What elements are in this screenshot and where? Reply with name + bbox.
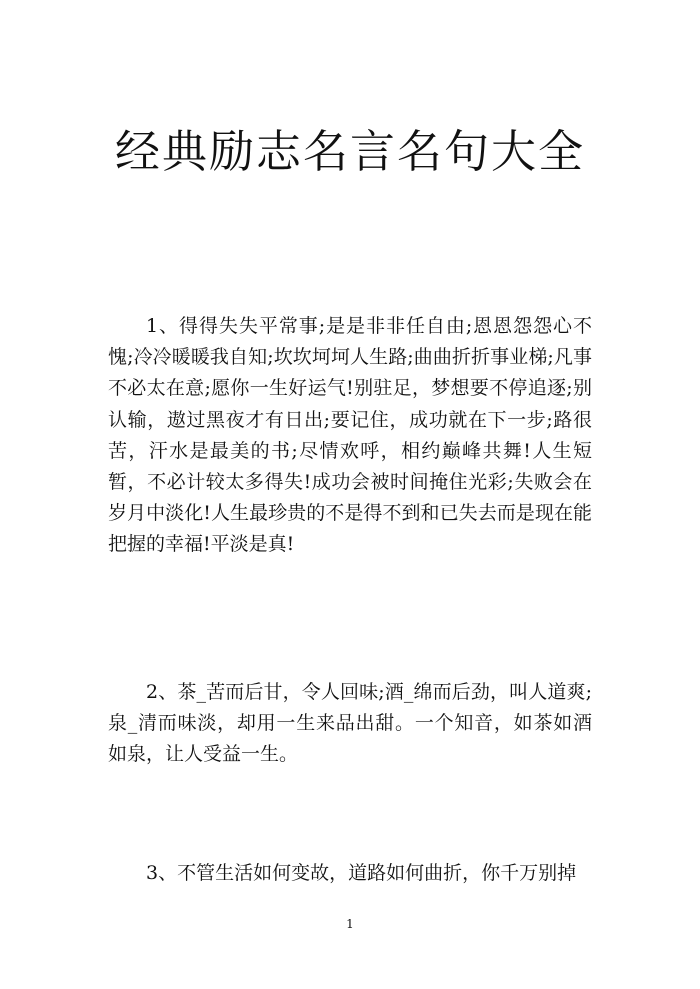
paragraph-1: 1、得得失失平常事;是是非非任自由;恩恩怨怨心不愧;冷冷暖暖我自知;坎坎坷坷人生路;曲曲折折事业梯;凡事不必太在意;愿你一生好运气!别驻足，梦想要不停追逐;别认输，遨过黑夜才有日出;要记住，成功就在下一步;路很苦，汗水是最美的书;尽情欢呼，相约巅峰共舞!人生短暂，不必计较太多得失!成功会被时间掩住光彩;失败会在岁月中淡化!人生最珍贵的不是得不到和已失去而是现在能把握的幸福!平淡是真! [108, 315, 592, 556]
paragraph-3: 3、不管生活如何变故，道路如何曲折，你千万别掉 [146, 862, 577, 884]
page-number: 1 [346, 917, 354, 931]
document-title: 经典励志名言名句大全 [114, 125, 585, 178]
paragraph-2: 2、茶_苦而后甘，令人回味;酒_绵而后劲，叫人道爽;泉_清而味淡，却用一生来品出甜。一个知音，如茶如酒如泉，让人受益一生。 [108, 681, 592, 766]
